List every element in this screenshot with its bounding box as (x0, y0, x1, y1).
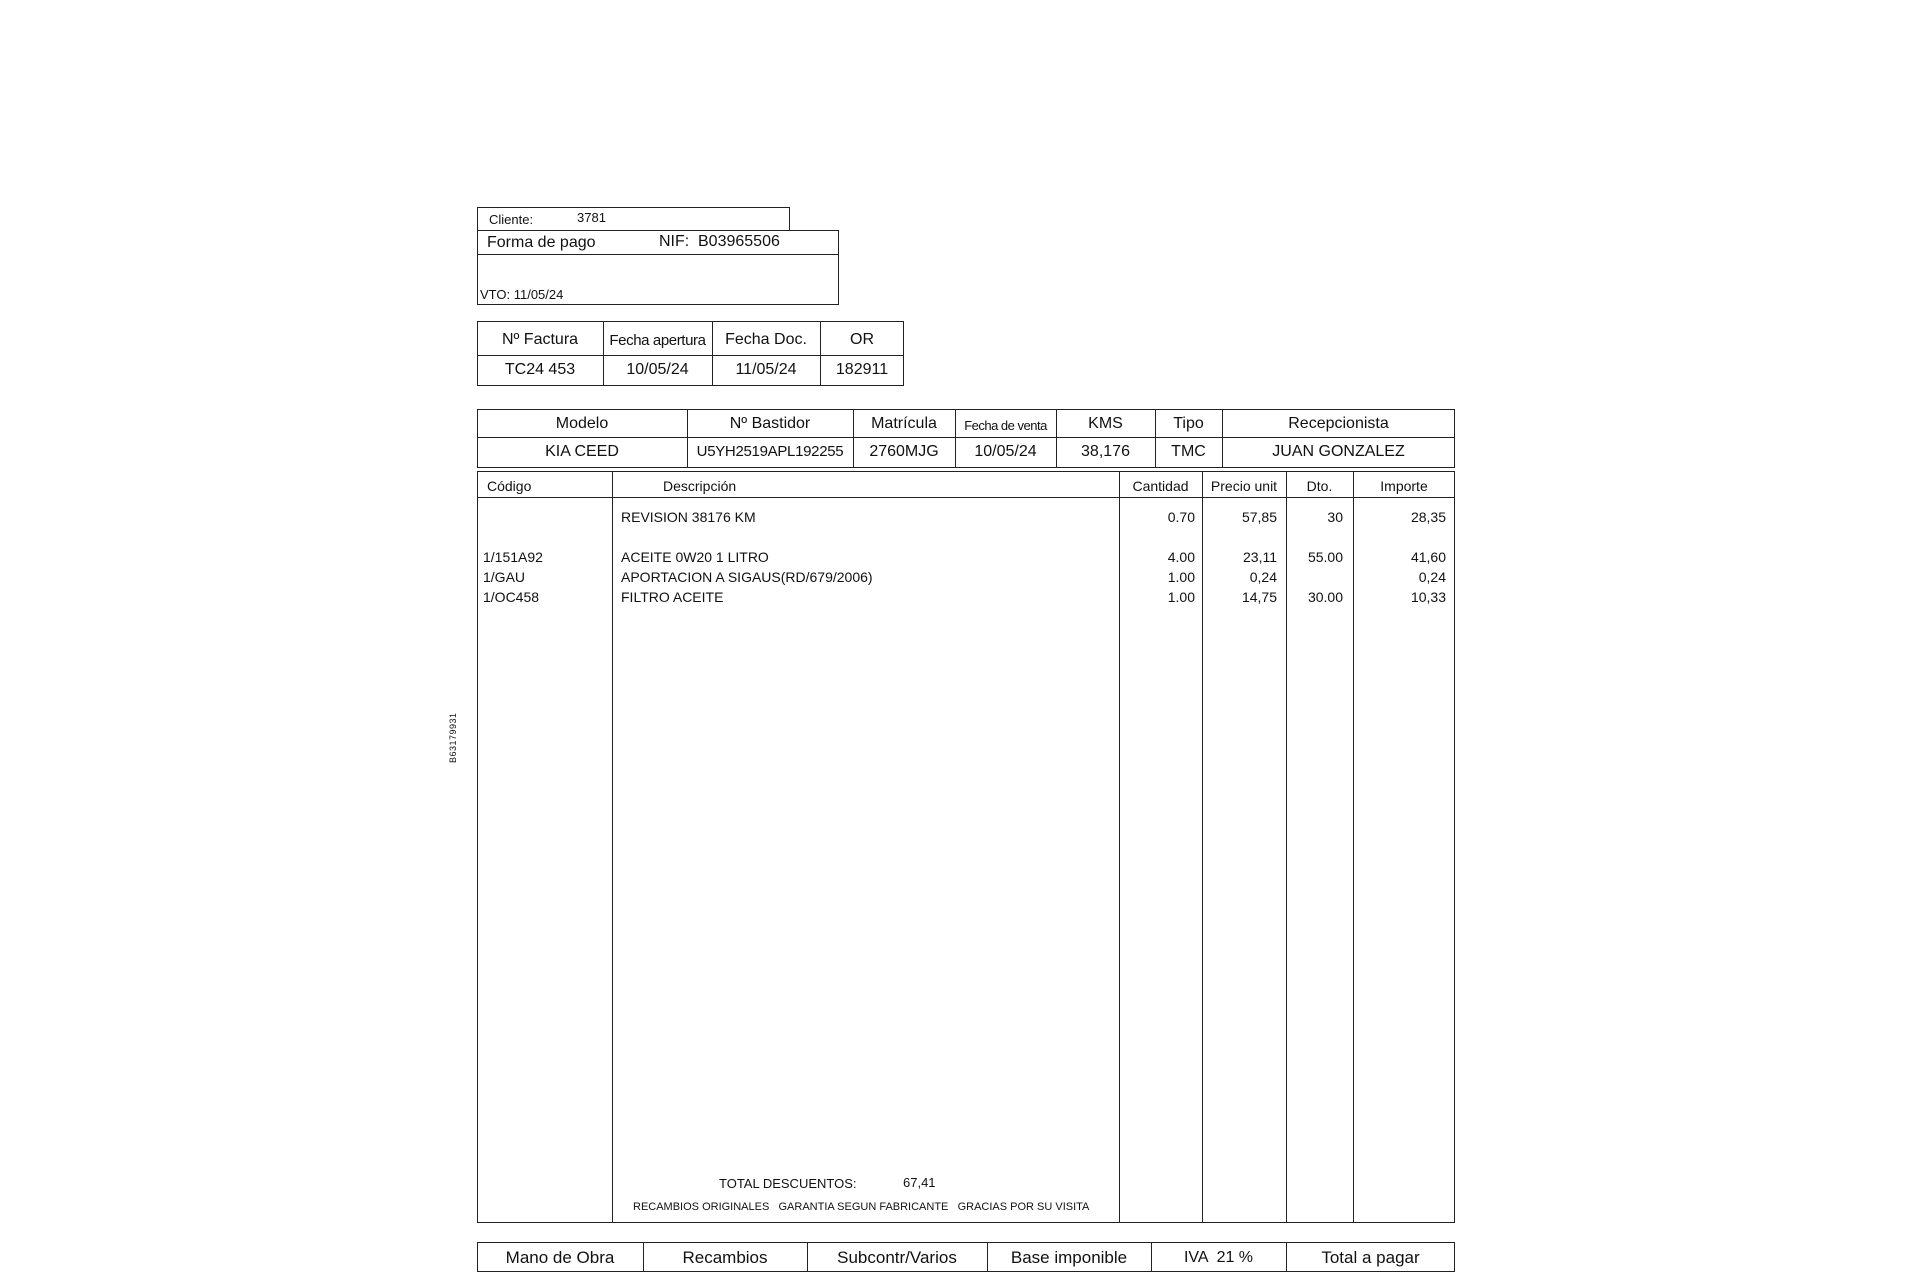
line-row-importe: 28,35 (1410, 509, 1446, 525)
vehicle-fecha-venta: 10/05/24 (974, 443, 1037, 460)
nif-value: B03965506 (698, 233, 780, 250)
line-row-precio: 23,11 (1243, 549, 1277, 565)
lines-header-dto: Dto. (1306, 478, 1333, 494)
line-row-descripcion: REVISION 38176 KM (621, 509, 756, 525)
vehicle-header-recepcionista: Recepcionista (1288, 415, 1389, 432)
line-row-precio: 14,75 (1241, 589, 1277, 605)
line-row-descripcion: FILTRO ACEITE (621, 589, 724, 605)
or-value: 182911 (835, 361, 889, 378)
line-row-cantidad: 1.00 (1167, 569, 1195, 585)
vehicle-kms: 38,176 (1081, 443, 1130, 460)
vehicle-matricula: 2760MJG (869, 443, 939, 460)
header-fecha-doc: Fecha Doc. (725, 331, 807, 348)
vehicle-tipo: TMC (1171, 443, 1206, 460)
invoice-header-divider (477, 355, 904, 356)
total-descuentos-label: TOTAL DESCUENTOS: (719, 1176, 857, 1191)
total-descuentos-value: 67,41 (903, 1175, 936, 1190)
vto-date: VTO: 11/05/24 (480, 287, 564, 302)
vehicle-recepcionista: JUAN GONZALEZ (1272, 443, 1405, 460)
totals-total-pagar: Total a pagar (1321, 1248, 1420, 1267)
totals-recambios: Recambios (682, 1248, 768, 1267)
line-row-importe: 41,60 (1410, 549, 1446, 565)
line-row-descripcion: ACEITE 0W20 1 LITRO (621, 549, 769, 565)
line-items-col-sep (612, 471, 613, 1223)
lines-header-descripcion: Descripción (663, 478, 737, 494)
payment-divider (477, 254, 839, 255)
line-row-codigo: 1/GAU (483, 569, 526, 585)
line-row-codigo: 1/151A92 (483, 549, 543, 565)
line-row-cantidad: 0.70 (1167, 509, 1195, 525)
lines-header-precio: Precio unit (1210, 478, 1278, 494)
line-row-cantidad: 1.00 (1167, 589, 1195, 605)
invoice-number: TC24 453 (504, 361, 576, 378)
line-row-codigo: 1/OC458 (483, 589, 540, 605)
totals-subcontr: Subcontr/Varios (837, 1248, 957, 1267)
lines-header-cantidad: Cantidad (1132, 478, 1189, 494)
fecha-apertura-value: 10/05/24 (626, 361, 689, 378)
line-row-importe: 10,33 (1410, 589, 1446, 605)
vehicle-header-fecha-venta: Fecha de venta (964, 418, 1047, 433)
line-items-header-divider (477, 497, 1455, 498)
vehicle-header-tipo: Tipo (1173, 415, 1204, 432)
line-row-cantidad: 4.00 (1167, 549, 1195, 565)
vehicle-header-modelo: Modelo (555, 415, 609, 432)
lines-header-codigo: Código (487, 478, 532, 494)
cliente-value: 3781 (577, 210, 606, 225)
line-row-importe: 0,24 (1418, 569, 1446, 585)
line-row-dto: 30 (1327, 509, 1343, 525)
cliente-label: Cliente: (489, 212, 534, 227)
header-fecha-apertura: Fecha apertura (609, 332, 706, 349)
vehicle-header-kms: KMS (1088, 415, 1123, 432)
totals-mano-obra: Mano de Obra (505, 1248, 615, 1267)
lines-header-importe: Importe (1380, 478, 1428, 494)
line-items-col-sep (1286, 471, 1287, 1223)
line-row-descripcion: APORTACION A SIGAUS(RD/679/2006) (621, 569, 873, 585)
side-code: B63179931 (448, 712, 458, 763)
vehicle-header-matricula: Matrícula (871, 415, 937, 432)
header-or: OR (850, 331, 874, 348)
nif-label: NIF: (659, 233, 690, 250)
line-row-precio: 57,85 (1241, 509, 1277, 525)
vehicle-bastidor: U5YH2519APL192255 (696, 443, 844, 460)
fecha-doc-value: 11/05/24 (735, 361, 797, 378)
vehicle-divider (477, 437, 1455, 438)
forma-pago-label: Forma de pago (487, 234, 596, 251)
vehicle-header-bastidor: Nº Bastidor (729, 415, 811, 432)
line-row-precio: 0,24 (1249, 569, 1277, 585)
header-factura: Nº Factura (501, 331, 579, 348)
totals-iva: IVA 21 % (1183, 1249, 1254, 1266)
footer-note: RECAMBIOS ORIGINALES GARANTIA SEGUN FABRICANTE GRACIAS POR SU VISITA (633, 1201, 1090, 1213)
line-row-dto: 30.00 (1307, 589, 1343, 605)
line-row-dto: 55.00 (1307, 549, 1343, 565)
totals-base-imponible: Base imponible (1010, 1248, 1128, 1267)
vehicle-modelo: KIA CEED (545, 443, 619, 460)
